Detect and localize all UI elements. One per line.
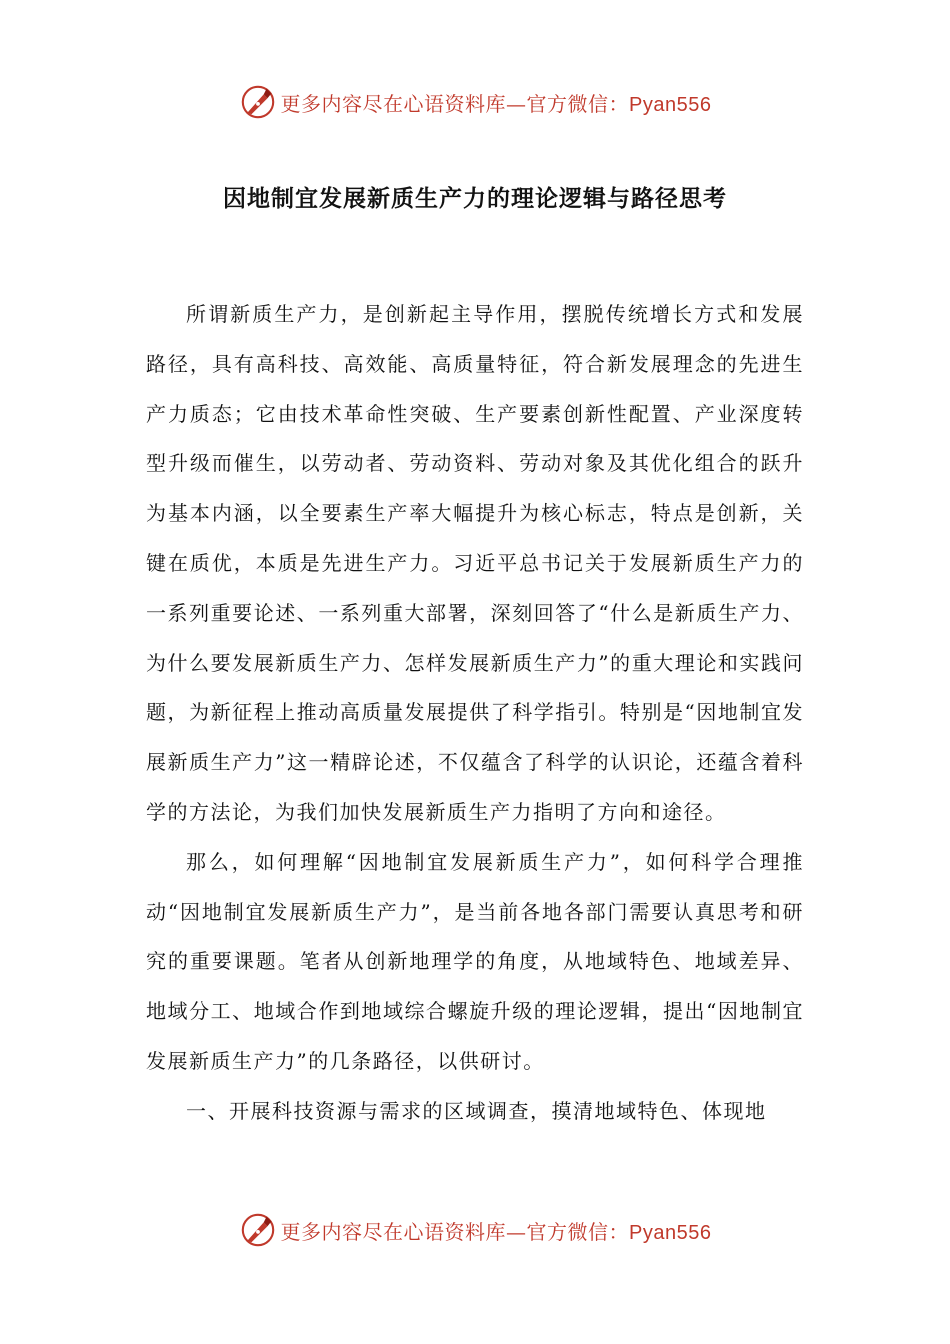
paragraph: 所谓新质生产力，是创新起主导作用，摆脱传统增长方式和发展路径，具有高科技、高效能、高质量特征，符合新发展理念的先进生产力质态；它由技术革命性突破、生产要素创新性配置、产业深度转型升级而催生，以劳动者、劳动资料、劳动对象及其优化组合的跃升为基本内涵，以全要素生产率大幅提升为核心标志，特点是创新，关键在质优，本质是先进生产力。习近平总书记关于发展新质生产力的一系列重要论述、一系列重大部署，深刻回答了“什么是新质生产力、为什么要发展新质生产力、怎样发展新质生产力”的重大理论和实践问题，为新征程上推动高质量发展提供了科学指引。特别是“因地制宜发展新质生产力”这一精辟论述，不仅蕴含了科学的认识论，还蕴含着科学的方法论，为我们加快发展新质生产力指明了方向和途径。 [146, 302, 804, 824]
banner-text: 更多内容尽在心语资料库—官方微信：Pyan556 [280, 1219, 712, 1244]
wechat-handle: Pyan556 [629, 93, 712, 116]
header-banner [0, 82, 950, 122]
wechat-handle: Pyan556 [629, 1221, 712, 1244]
banner-text: 更多内容尽在心语资料库—官方微信：Pyan556 [280, 91, 712, 116]
document-title: 因地制宜发展新质生产力的理论逻辑与路径思考 [223, 185, 727, 212]
footer-banner [0, 1210, 950, 1250]
pen-nib-logo-icon [239, 1211, 277, 1249]
pen-nib-logo-icon [239, 83, 277, 121]
paragraph: 一、开展科技资源与需求的区域调查，摸清地域特色、体现地 [186, 1098, 767, 1123]
paragraph: 那么，如何理解“因地制宜发展新质生产力”，如何科学合理推动“因地制宜发展新质生产力”，是当前各地各部门需要认真思考和研究的重要课题。笔者从创新地理学的角度，从地域特色、地域差异、地域分工、地域合作到地域综合螺旋升级的理论逻辑，提出“因地制宜发展新质生产力”的几条路径，以供研讨。 [146, 849, 804, 1073]
document-body [146, 290, 804, 1137]
